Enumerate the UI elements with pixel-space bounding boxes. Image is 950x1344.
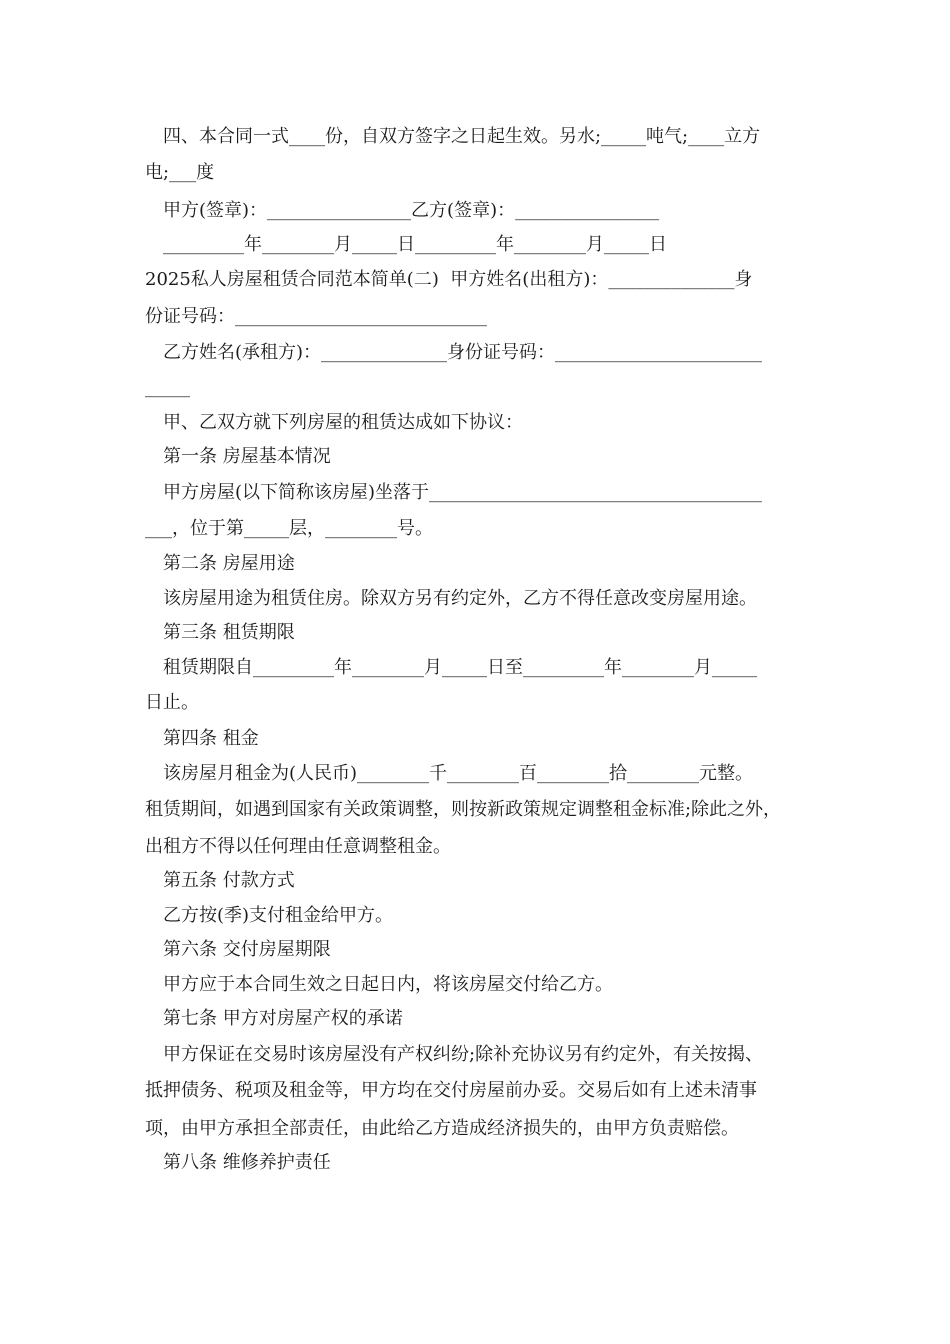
party-a-id-line: 份证号码：____________________________ (145, 306, 487, 327)
article-4-line-2: 租赁期间，如遇到国家有关政策调整，则按新政策规定调整租金标准;除此之外， (145, 799, 782, 820)
article-6-heading: 第六条 交付房屋期限 (163, 939, 331, 960)
article-7-line-2: 抵押债务、税项及租金等，甲方均在交付房屋前办妥。交易后如有上述未清事 (145, 1080, 757, 1101)
contract-title-line: 2025私人房屋租赁合同范本简单(二) 甲方姓名(出租方)：______________身 (145, 269, 753, 290)
party-b-id-continuation: _____ (145, 377, 190, 398)
article-3-line-1: 租赁期限自_________年________月_____日至_________年________月_____ (163, 657, 757, 678)
article-7-line-1: 甲方保证在交易时该房屋没有产权纠纷;除补充协议另有约定外，有关按揭、 (163, 1044, 764, 1065)
clause-four-line-2: 电;___度 (145, 162, 215, 183)
signature-line: 甲方(签章)：________________乙方(签章)：________________ (163, 200, 660, 221)
article-1-heading: 第一条 房屋基本情况 (163, 446, 331, 467)
article-3-heading: 第三条 租赁期限 (163, 622, 295, 643)
article-7-line-3: 项，由甲方承担全部责任，由此给乙方造成经济损失的，由甲方负责赔偿。 (145, 1118, 739, 1139)
article-1-line-1: 甲方房屋(以下简称该房屋)坐落于_____________________________________ (163, 482, 763, 503)
article-4-line-1: 该房屋月租金为(人民币)________千________百________拾________元整。 (163, 763, 754, 784)
article-2-body: 该房屋用途为租赁住房。除双方另有约定外，乙方不得任意改变房屋用途。 (163, 588, 757, 609)
date-line: _________年________月_____日_________年________月_____日 (163, 234, 667, 255)
agreement-intro: 甲、乙双方就下列房屋的租赁达成如下协议： (163, 412, 523, 433)
article-4-heading: 第四条 租金 (163, 728, 259, 749)
article-1-line-2: ___，位于第_____层，________号。 (145, 518, 433, 539)
article-2-heading: 第二条 房屋用途 (163, 553, 295, 574)
article-3-line-2: 日止。 (145, 692, 199, 713)
article-7-heading: 第七条 甲方对房屋产权的承诺 (163, 1008, 403, 1029)
article-5-heading: 第五条 付款方式 (163, 870, 295, 891)
article-8-heading: 第八条 维修养护责任 (163, 1152, 331, 1173)
article-5-body: 乙方按(季)支付租金给甲方。 (163, 905, 394, 926)
party-b-line: 乙方姓名(承租方)：______________身份证号码：_______________________ (163, 342, 763, 363)
clause-four-line-1: 四、本合同一式____份，自双方签字之日起生效。另水;_____吨气;____立方 (163, 126, 761, 147)
article-6-body: 甲方应于本合同生效之日起日内，将该房屋交付给乙方。 (163, 974, 613, 995)
article-4-line-3: 出租方不得以任何理由任意调整租金。 (145, 836, 451, 857)
